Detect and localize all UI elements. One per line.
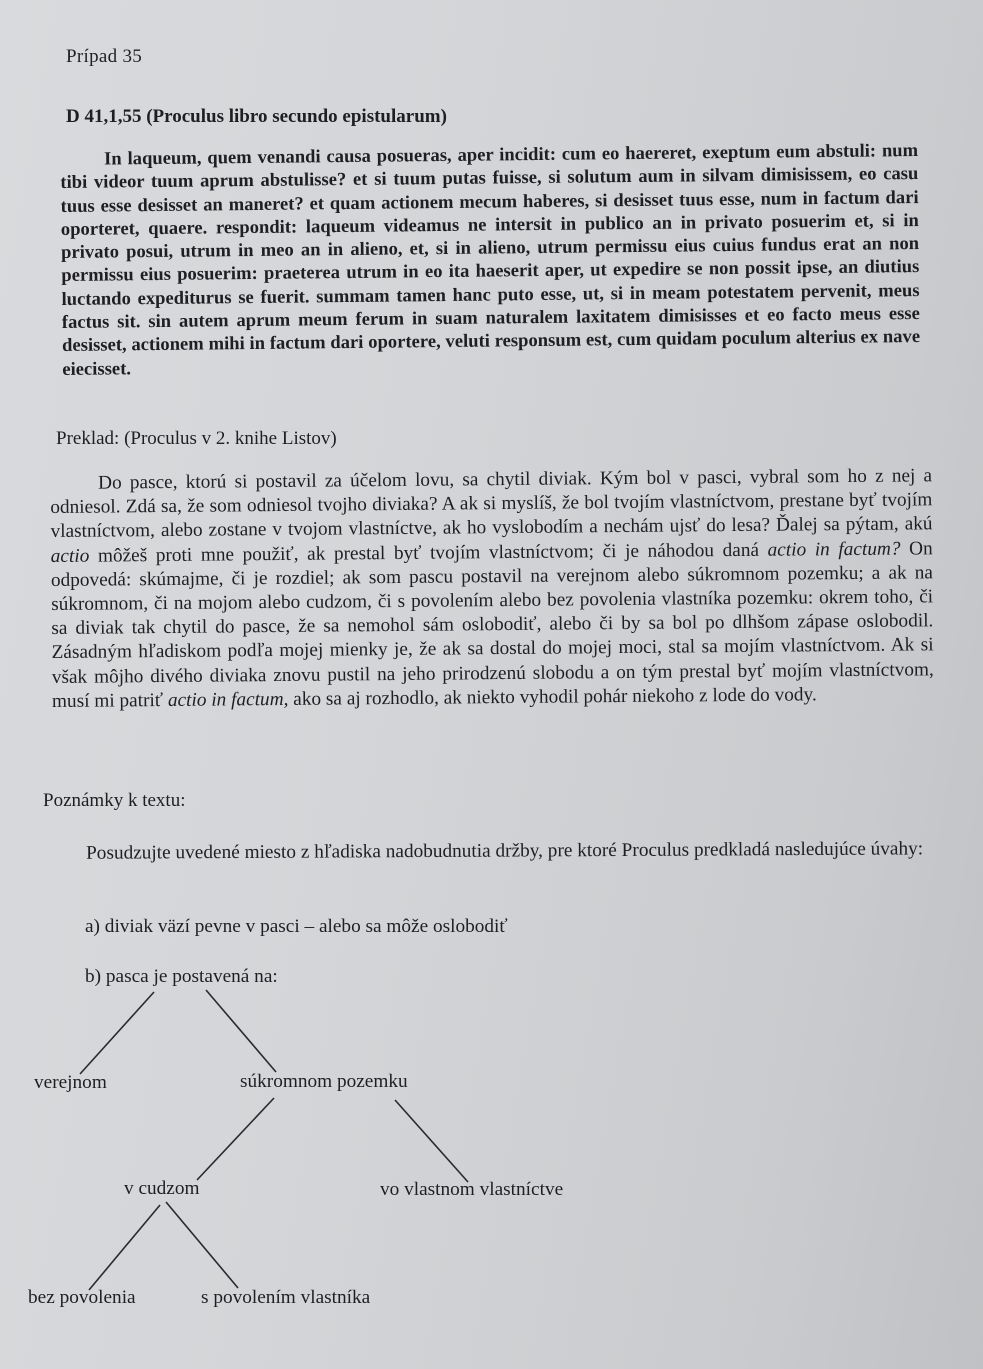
tree-branch-others [197, 1098, 274, 1180]
translation-term-1: actio [50, 545, 90, 567]
translation-heading: Preklad: (Proculus v 2. knihe Listov) [56, 428, 337, 449]
translation-text-2: môžeš proti mne použiť, ak prestal byť tvojím vlastníctvom; či je náhodou daná [97, 539, 760, 567]
tree-node-own: vo vlastnom vlastníctve [380, 1179, 564, 1200]
translation-term-3: actio in factum, [167, 688, 289, 711]
notes-item-b: b) pasca je postavená na: [85, 966, 278, 987]
tree-node-others: v cudzom [124, 1178, 200, 1199]
notes-item-a: a) diviak väzí pevne v pasci – alebo sa môže oslobodiť [85, 916, 508, 937]
translation-text-1: Do pasce, ktorú si postavil za účelom lovu, sa chytil diviak. Kým bol v pasci, vybral som ho z nej a odniesol. Zdá sa, že som odniesol tvojho diviaka? A ak si myslíš, že bol tvojím vlastníctvom, prestane byť tvojím vlastníctvom, alebo zostane v tvojom vlastníctve, ak ho vyslobodím a nechám ujsť do lesa? Ďalej sa pýtam, akú [50, 465, 933, 543]
tree-branch-own [395, 1100, 468, 1182]
tree-node-without-permission: bez povolenia [28, 1287, 136, 1308]
latin-paragraph: In laqueum, quem venandi causa posueras, aper incidit: cum eo haereret, exeptum eum abstuli: num tibi videor tuum aprum abstulisse? et si tuum putas fuisse, si solutum aum in silvam dimisissem, eo casu tuus esse desisset an maneret? et quam actionem mecum haberes, si desisset tuus esse, num in factum dari oporteret, quaere. respondit: laqueum videamus ne intersit in publico an in privato posuerim et, si in privato posui, utrum in meo an in alieno, et, si in alieno, utrum permissu eius cuius fundus erat an non permissu eius posuerim: praeterea utrum in eo ita haeserit aper, ut expedire se non possit ipse, an diutius luctando expediturus se fuerit. summam tamen hanc puto esse, ut, si in meam potestatem pervenit, meus factus sit. sin autem aprum meum ferum in suam naturalem laxitatem dimisisses et eo facto meus esse desisset, actionem mihi in factum dari oportere, veluti responsum est, cum quidam poculum alterius ex nave eiecisset. [60, 140, 921, 380]
tree-node-public: verejnom [34, 1072, 107, 1093]
case-header: Prípad 35 [66, 46, 143, 67]
translation-term-2: actio in factum? [767, 538, 901, 561]
tree-branch-public [80, 992, 154, 1074]
notes-intro: Posudzujte uvedené miesto z hľadiska nadobudnutia držby, pre ktoré Proculus predkladá nasledujúce úvahy: [86, 838, 924, 864]
tree-node-private: súkromnom pozemku [240, 1071, 408, 1092]
translation-text-3: On odpovedá: skúmajme, či je rozdiel; ak som pascu postavil na verejnom alebo súkromnom pozemku; a ak na súkromnom, či na mojom alebo cudzom, či s povolením alebo bez povolenia vlastníka pozemku: okrem toho, či sa diviak tak chytil do pasce, že sa nemohol sám oslobodiť, alebo či by sa bol po dlhšom zápase oslobodil. Zásadným hľadiskom podľa mojej mienky je, že ak sa dostal do mojej moci, stal sa mojím vlastníctvom. Ak si však môjho divého diviaka znovu pustil na jeho prirodzenú slobodu a on tým prestal byť mojím vlastníctvom, musí mi patriť [50, 537, 934, 712]
translation-text-4: ako sa aj rozhodlo, ak niekto vyhodil pohár niekoho z lode do vody. [293, 684, 817, 710]
source-title: D 41,1,55 (Proculus libro secundo epistularum) [66, 106, 447, 127]
tree-node-with-permission: s povolením vlastníka [201, 1287, 371, 1308]
notes-heading: Poznámky k textu: [43, 790, 186, 811]
tree-branch-with-permission [166, 1202, 238, 1288]
tree-branch-private [206, 990, 276, 1072]
tree-branch-without-permission [89, 1205, 160, 1290]
